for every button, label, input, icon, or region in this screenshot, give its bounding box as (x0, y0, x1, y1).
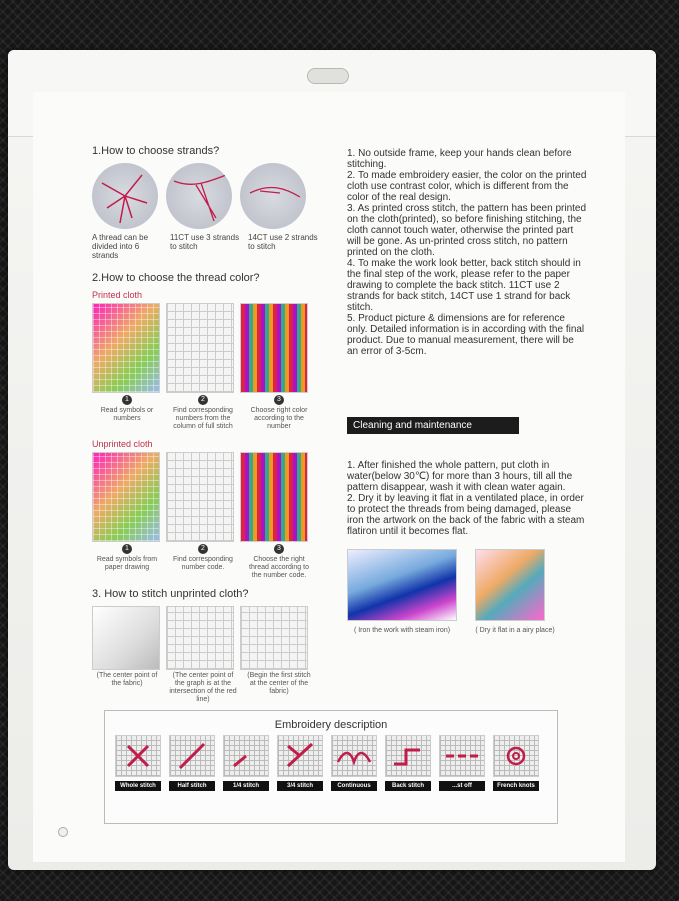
stitch-label: Back stitch (385, 781, 431, 791)
stitch-label: French knots (493, 781, 539, 791)
dry-caption: ( Dry it flat in a airy place) (475, 627, 555, 634)
printed-cloth-image (92, 303, 160, 393)
stitch-whole (115, 735, 161, 791)
note-3: 3. As printed cross stitch, the pattern has been printed on the cloth(printed), so before finishing stitching, the cloth cannot touch water, otherwise the printed part will be gone. As un-printed cross stitch, no pattern printed on the cloth. (347, 203, 587, 258)
first-stitch-photo (240, 606, 308, 670)
french-knot-icon (493, 735, 539, 777)
three-quarter-stitch-icon (277, 735, 323, 777)
stitch-three-quarter (277, 735, 323, 791)
printed-images (92, 303, 337, 393)
graph-center-photo (166, 606, 234, 670)
strand-caption-1: A thread can be divided into 6 strands (92, 233, 149, 260)
stitch-back (385, 735, 431, 791)
note-2: 2. To made embroidery easier, the color on the printed cloth use contrast color, which is different from the color of the real design. (347, 170, 587, 203)
unprinted-step-3: 3 Choose the right thread according to the number code. (249, 545, 309, 579)
stitch-label: Half stitch (169, 781, 215, 791)
cleaning-item-1: 1. After finished the whole pattern, put cloth in water(below 30℃) for more than 3 hours, till all the pattern disappear, wash it with clean water again. (347, 460, 573, 493)
strand-photo-1 (92, 163, 158, 229)
stitch-quarter (223, 735, 269, 791)
printed-steps (92, 395, 337, 431)
strand-captions (92, 233, 337, 260)
continuous-stitch-icon (331, 735, 377, 777)
stitch-captions (92, 672, 337, 704)
unprinted-steps (92, 544, 337, 580)
note-5: 5. Product picture & dimensions are for reference only. Detailed information is in according with the final product. Due to manual measurement, there will be an error of 3-5cm. (347, 313, 585, 357)
iron-photo (347, 549, 457, 621)
unprinted-cloth-image (92, 452, 160, 542)
unprinted-step-1: 1 Read symbols from paper drawing (96, 545, 158, 571)
cleaning-photos (347, 549, 587, 635)
unprinted-chart-image (166, 452, 234, 542)
stitch-half (169, 735, 215, 791)
right-panel (347, 148, 587, 635)
embroidery-description (104, 710, 558, 824)
dry-photo (475, 549, 545, 621)
printed-threads-image (240, 303, 308, 393)
hang-hole (307, 68, 349, 84)
note-1: 1. No outside frame, keep your hands clean before stitching. (347, 148, 572, 170)
stitch-label: 1/4 stitch (223, 781, 269, 791)
cleaning-item-2: 2. Dry it by leaving it flat in a ventilated place, in order to protect the threads from being damaged, please iron the artwork on the back of the fabric with a steam flatiron until it becomes flat. (347, 493, 585, 537)
stitch-label: 3/4 stitch (277, 781, 323, 791)
printed-step-1: 1 Read symbols or numbers (100, 396, 154, 422)
unprinted-step-2: 2 Find corresponding number code. (173, 545, 233, 571)
stitch-label: ...st off (439, 781, 485, 791)
section3-title: 3. How to stitch unprinted cloth? (92, 588, 249, 600)
half-stitch-icon (169, 735, 215, 777)
stitch-caption-2: (The center point of the graph is at the intersection of the red line) (169, 672, 237, 703)
unprinted-cloth-label: Unprinted cloth (92, 439, 153, 449)
strand-photos (92, 163, 337, 229)
stitch-off (439, 735, 485, 791)
whole-stitch-icon (115, 735, 161, 777)
fabric-center-photo (92, 606, 160, 670)
embroidery-title: Embroidery description (274, 719, 388, 731)
printed-chart-image (166, 303, 234, 393)
strand-caption-3: 14CT use 2 strands to stitch (248, 233, 318, 251)
stitch-french-knots (493, 735, 539, 791)
strand-caption-2: 11CT use 3 strands to stitch (170, 233, 240, 251)
printed-step-2: 2 Find corresponding numbers from the column of full stitch (173, 396, 233, 430)
stitch-label: Whole stitch (115, 781, 161, 791)
iron-photo-group (347, 549, 457, 635)
printed-step-3: 3 Choose right color according to the number (250, 396, 308, 430)
stitch-icons (105, 735, 557, 791)
unprinted-images (92, 452, 337, 542)
printed-cloth-label: Printed cloth (92, 290, 143, 300)
stitch-caption-3: (Begin the first stitch at the center of the fabric) (247, 672, 311, 695)
iron-caption: ( Iron the work with steam iron) (353, 627, 451, 634)
left-panel (92, 145, 337, 704)
bag-seal-dot (58, 827, 68, 837)
cleaning-title-bar: Cleaning and maintenance (347, 417, 519, 434)
stitch-caption-1: (The center point of the fabric) (96, 672, 158, 687)
stitch-photos (92, 606, 337, 670)
stitch-label: Continuous (331, 781, 377, 791)
section1-title: 1.How to choose strands? (92, 145, 220, 157)
section2-title: 2.How to choose the thread color? (92, 272, 260, 284)
quarter-stitch-icon (223, 735, 269, 777)
dry-photo-group (475, 549, 555, 635)
stitch-continuous (331, 735, 377, 791)
unprinted-threads-image (240, 452, 308, 542)
back-stitch-icon (385, 735, 431, 777)
strand-photo-3 (240, 163, 306, 229)
fasten-off-icon (439, 735, 485, 777)
strand-photo-2 (166, 163, 232, 229)
note-4: 4. To make the work look better, back stitch should in the final step of the work, please refer to the paper drawing to complete the back stitch. 11CT use 2 strands for back stitch, 14CT use 1 strand for back stitch. (347, 258, 581, 313)
cleaning-items (347, 460, 587, 537)
